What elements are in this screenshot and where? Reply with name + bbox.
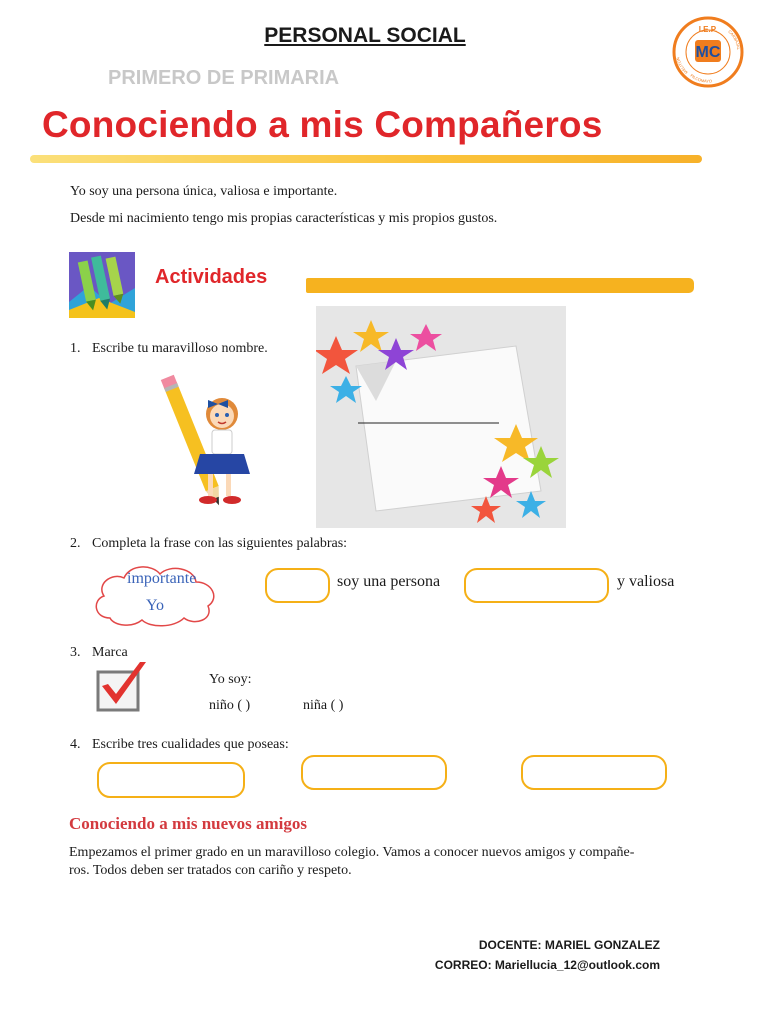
- sentence-blank-1[interactable]: [265, 568, 330, 603]
- logo-bottom-text: PILCOMAYO: [689, 72, 713, 84]
- quality-box-1[interactable]: [97, 762, 245, 798]
- question-3-text: Marca: [92, 645, 128, 660]
- star-paper-illustration: [316, 306, 566, 528]
- question-3-number: 3.: [70, 645, 81, 660]
- activities-heading: Actividades: [155, 266, 268, 288]
- cloud-word-important: importante: [127, 570, 197, 587]
- question-4-text: Escribe tres cualidades que poseas:: [92, 737, 289, 752]
- question-2-number: 2.: [70, 536, 81, 551]
- question-4-number: 4.: [70, 737, 81, 752]
- teacher-name: DOCENTE: MARIEL GONZALEZ: [478, 938, 660, 952]
- quality-box-2[interactable]: [301, 755, 447, 790]
- question-1-text: Escribe tu maravilloso nombre.: [92, 341, 268, 356]
- option-boy[interactable]: niño ( ): [209, 698, 251, 713]
- logo-top-text: I.E.P.: [698, 25, 718, 34]
- logo-right-text: CARBAJAL: [727, 29, 742, 51]
- quality-box-3[interactable]: [521, 755, 667, 790]
- friends-line-1: Empezamos el primer grado en un maravilloso colegio. Vamos a conocer nuevos amigos y compañe-: [69, 845, 635, 860]
- title-underline-bar: [30, 155, 702, 163]
- option-girl[interactable]: niña ( ): [303, 698, 344, 713]
- logo-left-text: MELITON: [675, 56, 689, 75]
- teacher-email: CORREO: Mariellucia_12@outlook.com: [434, 958, 660, 972]
- question-3-prompt: Yo soy:: [209, 672, 252, 687]
- friends-heading: Conociendo a mis nuevos amigos: [69, 814, 308, 833]
- checkmark-icon: [96, 660, 148, 712]
- school-logo: [672, 16, 744, 88]
- sentence-part-1: soy una persona: [337, 573, 441, 590]
- intro-line-2: Desde mi nacimiento tengo mis propias características y mis propios gustos.: [70, 211, 498, 226]
- question-2-text: Completa la frase con las siguientes palabras:: [92, 536, 348, 551]
- grade-label: PRIMERO DE PRIMARIA: [108, 67, 340, 89]
- question-4: [70, 737, 289, 753]
- question-1-number: 1.: [70, 341, 81, 356]
- girl-with-pencil-illustration: [160, 370, 255, 520]
- activities-bar: [306, 278, 694, 293]
- logo-initials: MC: [695, 44, 721, 61]
- question-1: [70, 341, 268, 357]
- subject-title: PERSONAL SOCIAL: [264, 24, 466, 47]
- question-2: [70, 536, 347, 552]
- intro-line-1: Yo soy una persona única, valiosa e importante.: [70, 184, 338, 199]
- page-title: Conociendo a mis Compañeros: [42, 104, 603, 145]
- sentence-blank-2[interactable]: [464, 568, 609, 603]
- sentence-part-2: y valiosa: [617, 573, 675, 590]
- friends-line-2: ros. Todos deben ser tratados con cariño y respeto.: [69, 863, 352, 878]
- cloud-word-yo: Yo: [146, 597, 164, 614]
- question-3: [70, 645, 128, 661]
- crayons-icon: [69, 252, 135, 318]
